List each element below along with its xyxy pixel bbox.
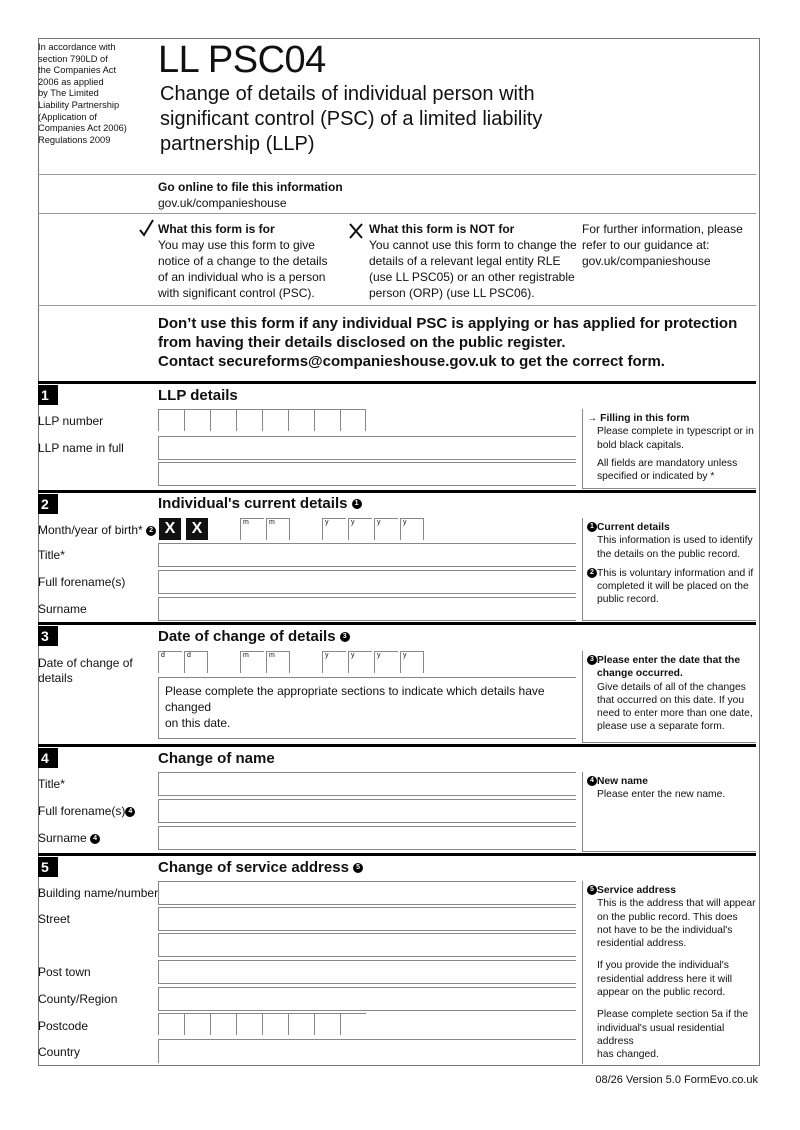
- section-number: 1: [38, 385, 58, 405]
- section-number: 2: [38, 494, 58, 514]
- what-form-is-for: What this form is for You may use this form to give notice of a change to the details of an individual who is a person with significant control (PSC).: [158, 222, 328, 300]
- dob-day-blocked: X: [159, 518, 181, 540]
- online-filing: Go online to file this information gov.uk/companieshouse: [158, 180, 343, 210]
- section-number: 3: [38, 626, 58, 646]
- new-name-guidance: 4 New name Please enter the new name.: [582, 772, 756, 852]
- forenames-label: Full forename(s): [38, 575, 126, 589]
- note-marker: 4: [125, 807, 135, 817]
- section-divider: [38, 622, 756, 625]
- divider: [38, 305, 756, 306]
- current-forenames-field[interactable]: [158, 570, 576, 594]
- building-field[interactable]: [158, 881, 576, 905]
- new-title-field[interactable]: [158, 772, 576, 796]
- street-field-1[interactable]: [158, 907, 576, 931]
- divider: [38, 213, 756, 214]
- street-label: Street: [38, 912, 71, 926]
- llp-name-field-1[interactable]: [158, 436, 576, 460]
- title-label: Title*: [38, 548, 65, 562]
- llp-name-field-2[interactable]: [158, 462, 576, 486]
- county-field[interactable]: [158, 987, 576, 1011]
- service-address-guidance: 5 Service address This is the address that will appear on the public record. This does not have to be the individual's residential address. If you provide the individual's residential address here it will appear on the public record. Please complete section 5a if the individual's usual residential address has changed.: [582, 881, 756, 1064]
- dob-label: Month/year of birth* 2: [38, 523, 156, 538]
- section-number: 5: [38, 857, 58, 877]
- arrow-icon: →: [587, 413, 598, 424]
- new-forenames-label: Full forename(s) 4: [38, 804, 135, 819]
- divider: [38, 174, 756, 175]
- country-field[interactable]: [158, 1039, 576, 1063]
- postcode-label: Postcode: [38, 1019, 89, 1033]
- check-icon: [138, 218, 156, 243]
- post-town-field[interactable]: [158, 960, 576, 984]
- note-marker: 1: [352, 499, 362, 509]
- llp-name-label: LLP name in full: [38, 441, 124, 455]
- section-divider: [38, 490, 756, 493]
- note-marker: 2: [146, 526, 156, 536]
- building-label: Building name/number: [38, 886, 159, 900]
- note-marker: 2: [587, 568, 597, 578]
- new-title-label: Title*: [38, 777, 65, 791]
- section-divider: [38, 381, 756, 384]
- note-marker: 5: [587, 885, 597, 895]
- section-divider: [38, 853, 756, 856]
- new-surname-field[interactable]: [158, 826, 576, 850]
- date-of-change-label: Date of change of details: [38, 656, 133, 685]
- form-id: LL PSC04: [158, 39, 326, 81]
- llp-number-label: LLP number: [38, 414, 104, 428]
- note-marker: 4: [90, 834, 100, 844]
- current-title-field[interactable]: [158, 543, 576, 567]
- section-title: Individual's current details 1: [158, 495, 362, 512]
- new-forenames-field[interactable]: [158, 799, 576, 823]
- note-marker: 3: [587, 655, 597, 665]
- county-label: County/Region: [38, 992, 118, 1006]
- protection-warning: Don’t use this form if any individual PSC is applying or has applied for protection from having their details disclosed on the public register. Contact secureforms@companieshouse.gov.uk to get the correct form.: [158, 315, 738, 370]
- section-number: 4: [38, 748, 58, 768]
- filling-in-guidance: → Filling in this form Please complete in typescript or in bold black capitals. All fields are mandatory unless specified or indicated by *: [582, 409, 756, 489]
- current-details-guidance: 1 Current details This information is used to identify the details on the public record. 2 This is voluntary information and if completed it will be placed on the public record.: [582, 518, 756, 621]
- cross-icon: [348, 222, 364, 245]
- dob-day-blocked: X: [186, 518, 208, 540]
- post-town-label: Post town: [38, 965, 91, 979]
- what-form-is-not-for: What this form is NOT for You cannot use this form to change the details of a relevant legal entity RLE (use LL PSC05) or an other registrable person (ORP) (use LL PSC06).: [369, 222, 577, 300]
- section-title: Change of service address 5: [158, 859, 363, 876]
- note-marker: 5: [353, 863, 363, 873]
- form-title: Change of details of individual person with significant control (PSC) of a limited liability partnership (LLP): [160, 83, 543, 155]
- new-surname-label: Surname 4: [38, 831, 100, 846]
- surname-label: Surname: [38, 602, 87, 616]
- section-title: Change of name: [158, 750, 275, 767]
- legal-basis-text: In accordance with section 790LD of the Companies Act 2006 as applied by The Limited Liability Partnership (Application of Companies Act 2006) Regulations 2009: [38, 42, 127, 145]
- section-title: Date of change of details 3: [158, 628, 350, 645]
- current-surname-field[interactable]: [158, 597, 576, 621]
- note-marker: 1: [587, 522, 597, 532]
- footer-version: 08/26 Version 5.0 FormEvo.co.uk: [595, 1074, 758, 1086]
- further-information: For further information, please refer to our guidance at: gov.uk/companieshouse: [582, 222, 743, 268]
- section-divider: [38, 744, 756, 747]
- date-change-guidance: 3 Please enter the date that the change occurred. Give details of all of the changes that occurred on this date. If you need to enter more than one date, please use a separate form.: [582, 651, 756, 743]
- section-title: LLP details: [158, 387, 238, 404]
- change-instruction-box: Please complete the appropriate sections to indicate which details have changed on this date.: [158, 677, 576, 739]
- note-marker: 4: [587, 776, 597, 786]
- country-label: Country: [38, 1045, 81, 1059]
- note-marker: 3: [340, 632, 350, 642]
- street-field-2[interactable]: [158, 933, 576, 957]
